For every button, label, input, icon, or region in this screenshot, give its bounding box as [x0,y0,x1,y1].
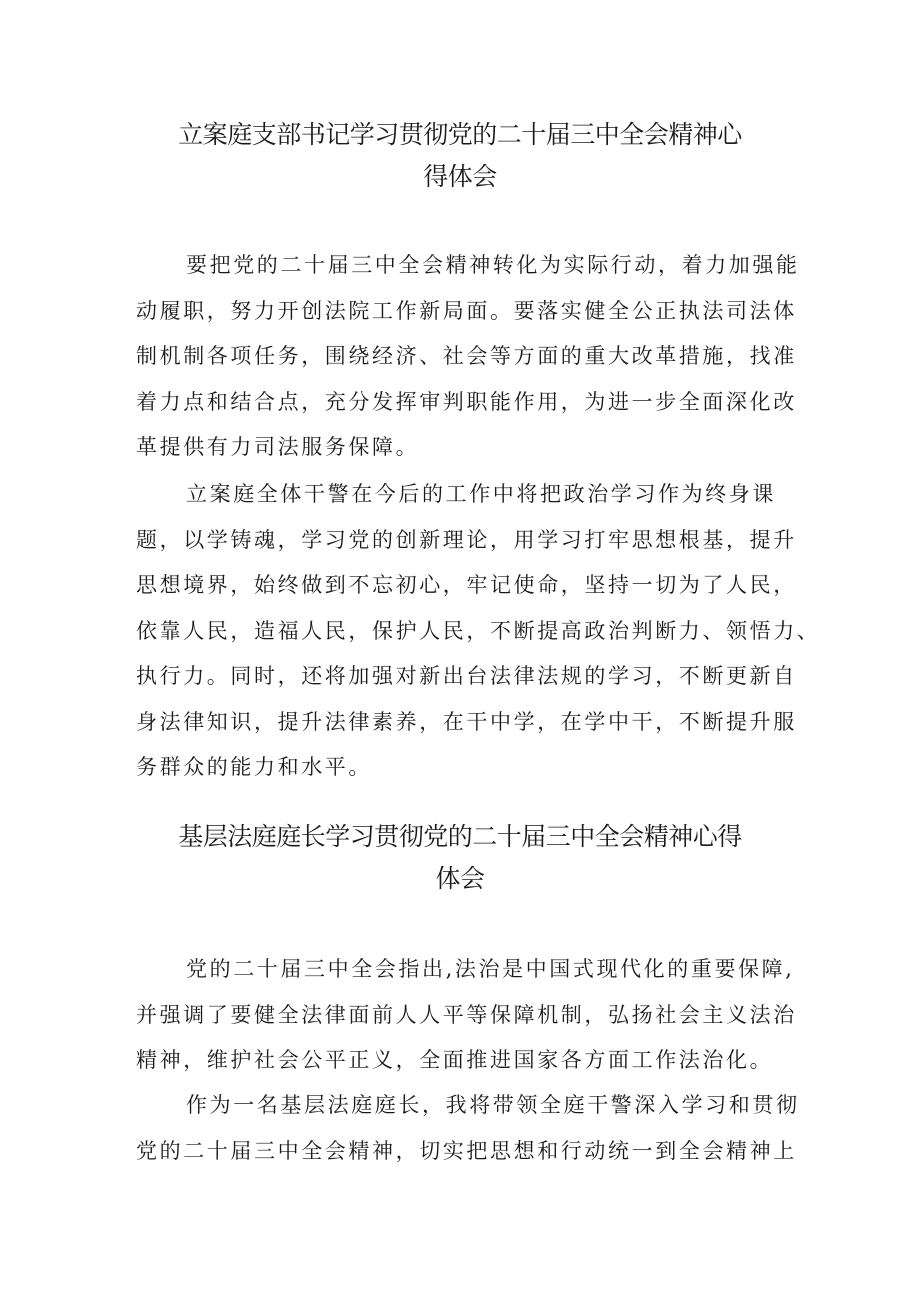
paragraph-line: 精神，维护社会公平正义，全面推进国家各方面工作法治化。 [136,1048,774,1072]
section-2-title [130,816,790,900]
paragraph-line: 题，以学铸魂，学习党的创新理论，用学习打牢思想根基，提升 [136,527,797,552]
section-1-title [130,114,790,198]
paragraph-line: 革提供有力司法服务保障。 [136,435,420,459]
section-2-paragraph-1 [136,947,797,1084]
section-2-title-line: 基层法庭庭长学习贯彻党的二十届三中全会精神心得 [178,822,742,851]
section-1-title-line: 得体会 [423,162,497,191]
paragraph-line: 身法律知识，提升法律素养，在干中学，在学中干，不断提升服 [136,709,797,734]
section-1-title-line: 立案庭支部书记学习贯彻党的二十届三中全会精神心 [178,120,742,149]
paragraph-line: 务群众的能力和水平。 [136,755,372,779]
section-1-paragraph-2 [136,472,821,791]
paragraph-line: 并强调了要健全法律面前人人平等保障机制，弘扬社会主义法治 [136,1002,797,1027]
paragraph-line: 党的二十届三中全会指出,法治是中国式现代化的重要保障, [186,957,795,981]
paragraph-line: 依靠人民，造福人民，保护人民，不断提高政治判断力、领悟力、 [136,618,821,643]
paragraph-line: 着力点和结合点，充分发挥审判职能作用，为进一步全面深化改 [136,389,797,414]
paragraph-line: 作为一名基层法庭庭长，我将带领全庭干警深入学习和贯彻 [186,1093,800,1117]
paragraph-line: 制机制各项任务，围绕经济、社会等方面的重大改革措施，找准 [136,344,797,368]
section-1-paragraph-1 [136,243,800,471]
paragraph-line: 要把党的二十届三中全会精神转化为实际行动，着力加强能 [186,253,800,277]
paragraph-line: 党的二十届三中全会精神，切实把思想和行动统一到全会精神上 [136,1138,797,1163]
paragraph-line: 执行力。同时，还将加强对新出台法律法规的学习，不断更新自 [136,664,797,688]
paragraph-line: 立案庭全体干警在今后的工作中将把政治学习作为终身课 [186,482,776,506]
paragraph-line: 动履职，努力开创法院工作新局面。要落实健全公正执法司法体 [136,298,797,323]
section-2-paragraph-2 [136,1083,800,1174]
section-2-title-line: 体会 [435,864,485,893]
paragraph-line: 思想境界，始终做到不忘初心，牢记使命，坚持一切为了人民， [136,573,797,597]
